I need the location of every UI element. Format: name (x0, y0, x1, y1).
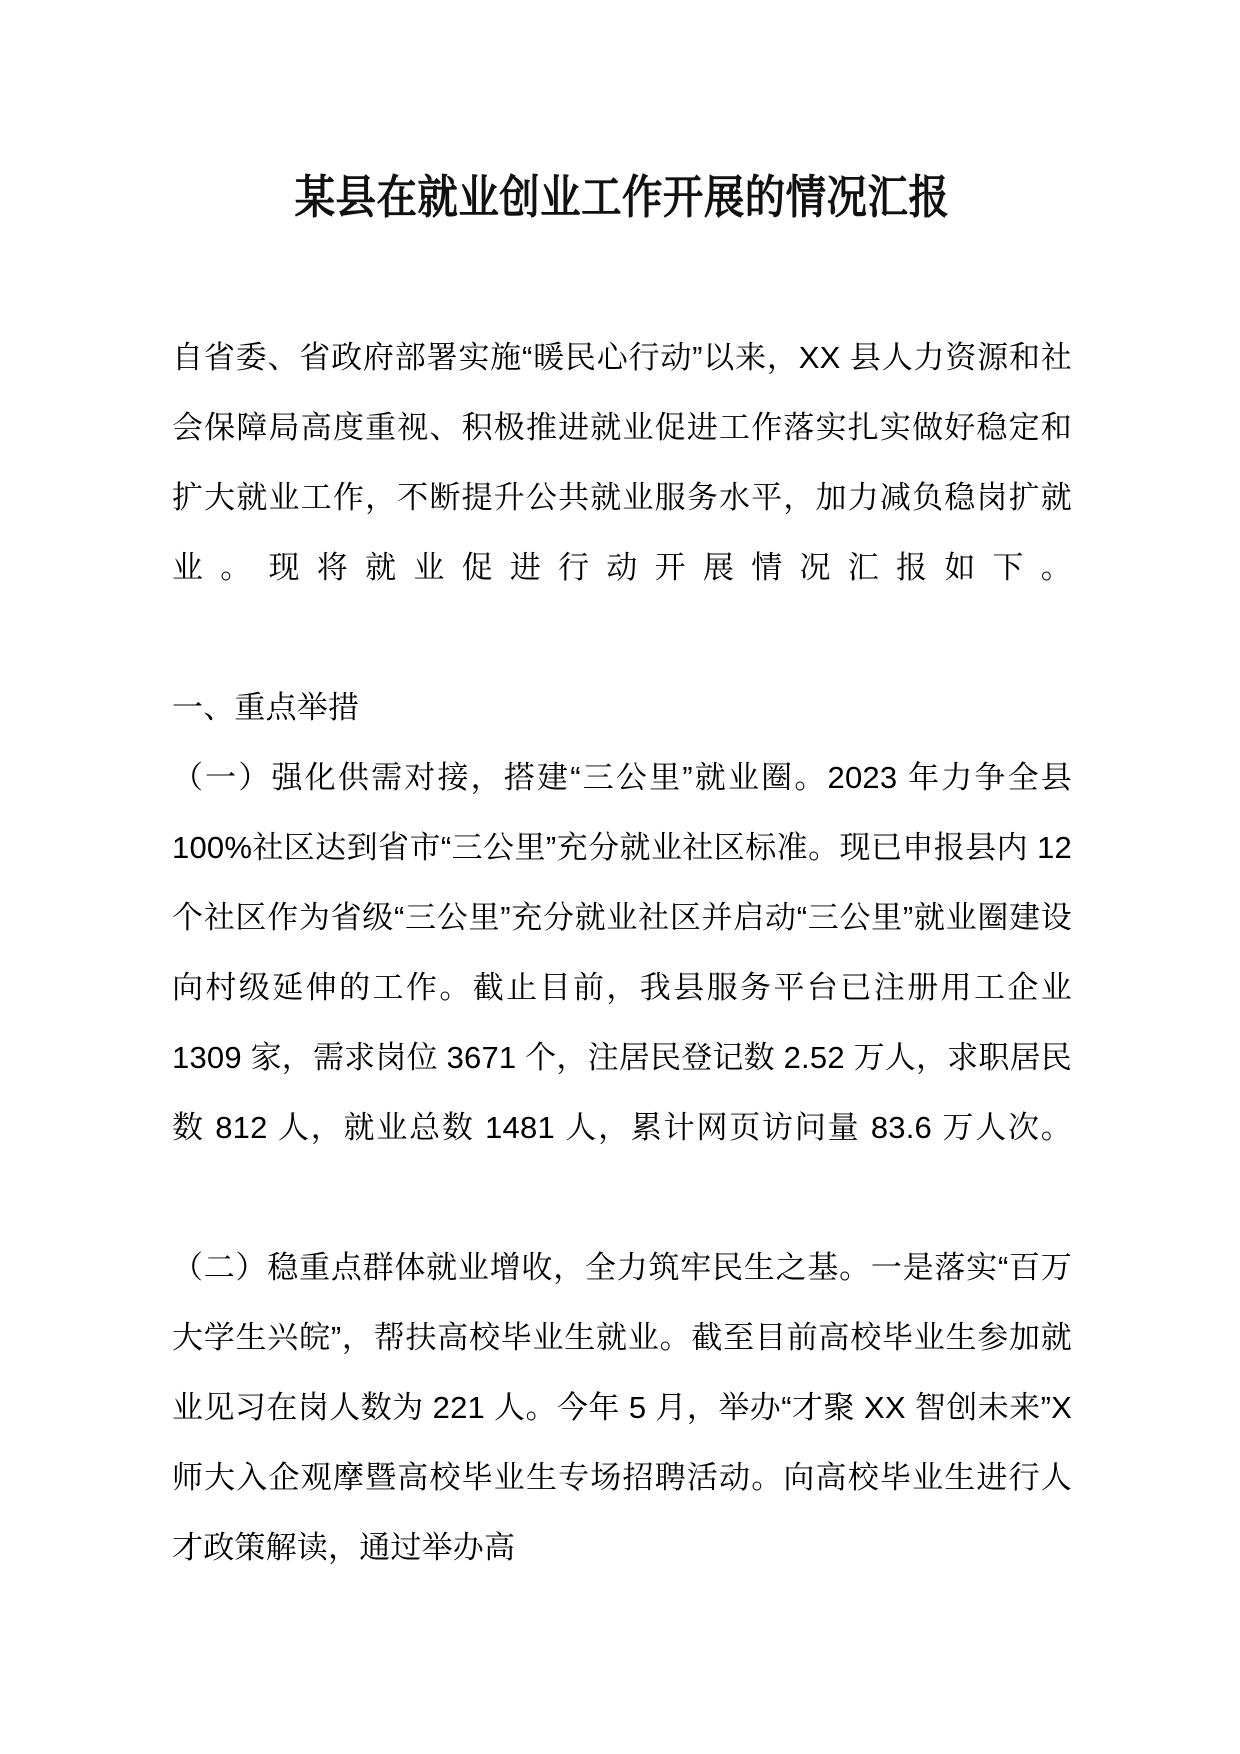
section-heading-one: 一、重点举措 (172, 689, 360, 725)
paragraph-intro: 自省委、省政府部署实施“暖民心行动”以来，XX 县人力资源和社会保障局高度重视、积极推进就业促进工作落实扎实做好稳定和扩大就业工作，不断提升公共就业服务水平，加力减负稳岗扩就业。现将就业促进行动开展情况汇报如下。 (172, 339, 1072, 585)
document-body (172, 323, 1072, 1583)
paragraph-item-two: （二）稳重点群体就业增收，全力筑牢民生之基。一是落实“百万大学生兴皖”，帮扶高校毕业生就业。截至目前高校毕业生参加就业见习在岗人数为 221 人。今年 5 月，举办“才聚 XX 智创未来”X 师大入企观摩暨高校毕业生专场招聘活动。向高校毕业生进行人才政策解读，通过举办高 (172, 1249, 1072, 1565)
document-content (172, 0, 1072, 1583)
paragraph-item-one: （一）强化供需对接，搭建“三公里”就业圈。2023 年力争全县 100%社区达到省市“三公里”充分就业社区标准。现已申报县内 12 个社区作为省级“三公里”充分就业社区并启动“三公里”就业圈建设向村级延伸的工作。截止目前，我县服务平台已注册用工企业 1309 家，需求岗位 3671 个，注居民登记数 2.52 万人，求职居民数 812 人，就业总数 1481 人，累计网页访问量 83.6 万人次。 (172, 759, 1072, 1145)
page-title: 某县在就业创业工作开展的情况汇报 (294, 171, 950, 223)
